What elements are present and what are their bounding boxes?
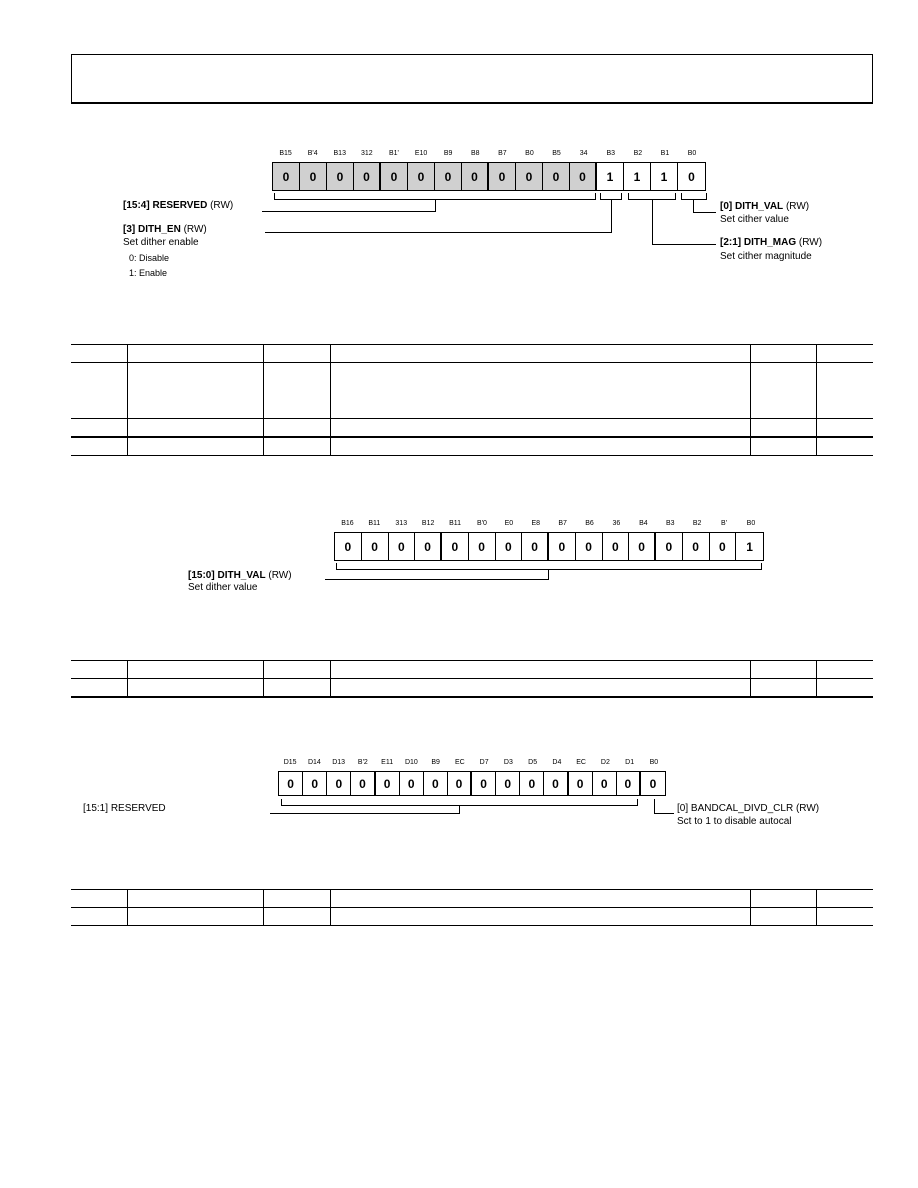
field-bandcal-desc: Sct to 1 to disable autocal (677, 816, 792, 827)
bit-value-cell: 0 (549, 533, 576, 560)
bit-value-cell: 0 (327, 772, 351, 795)
bit-value-cell: 1 (746, 539, 753, 554)
bit-label: E11 (381, 759, 394, 766)
bit-value-cell: 0 (516, 163, 543, 190)
bit-label: B1 (660, 150, 670, 157)
field-dith-en-opt0: 0: Disable (129, 253, 170, 263)
bit-label: B2 (692, 520, 702, 527)
bit-label: B13 (333, 150, 346, 157)
field-dith-mag-label: [2:1] DITH_MAG (RW) (720, 237, 823, 248)
bit-label: B4 (639, 520, 648, 527)
field-bandcal-label: [0] BANDCAL_DIVD_CLR (RW) (677, 803, 820, 814)
bit-value-cell: 0 (389, 533, 416, 560)
bit-value-cell: 1 (624, 163, 651, 190)
bit-label: B9 (443, 150, 453, 157)
bit-value-cell: 0 (442, 533, 469, 560)
bit-label: E0 (504, 520, 514, 527)
bit-label: B11 (368, 520, 381, 527)
bit-value-cell: 0 (629, 533, 656, 560)
bit-value-cell: 0 (408, 163, 435, 190)
register-table-3 (71, 889, 873, 926)
bit-label: B7 (558, 520, 567, 527)
bit-label: B3 (665, 520, 675, 527)
bit-value-cell: 0 (424, 772, 448, 795)
bit-value-cell: 0 (603, 533, 630, 560)
bit-value-cell: 0 (354, 163, 381, 190)
bit-label: B' (721, 520, 728, 527)
bit-label: B'4 (307, 150, 318, 157)
field-dith-val-label: [0] DITH_VAL (RW) (720, 201, 810, 212)
bit-label: D7 (479, 759, 489, 766)
bit-value-cell: 0 (617, 772, 641, 795)
bit-value-cell: 0 (472, 772, 496, 795)
bit-value-cell: 0 (448, 772, 472, 795)
bit-value-row (272, 162, 706, 191)
bit-value-cell: 1 (651, 163, 678, 190)
bit-value-cell: 0 (656, 533, 683, 560)
bit-label: B9 (431, 759, 440, 766)
field-dith-mag-desc: Set cither magnitude (720, 251, 812, 262)
bit-label: D3 (503, 759, 513, 766)
bit-value-cell: 0 (522, 533, 549, 560)
bit-label: B3 (606, 150, 616, 157)
bit-label: E8 (531, 520, 541, 527)
bit-label: B16 (341, 520, 354, 527)
bit-label: D15 (283, 759, 297, 766)
bit-label: B8 (470, 150, 480, 157)
bit-label: 312 (361, 150, 373, 157)
bit-label: 34 (579, 150, 588, 157)
bit-label: B15 (279, 150, 292, 157)
bit-label: B'2 (357, 759, 368, 766)
bit-value-cell: 0 (415, 533, 442, 560)
bit-value-cell: 0 (273, 163, 300, 190)
bit-value-cell: 0 (576, 533, 603, 560)
bit-label: E10 (414, 150, 428, 157)
field-dith-val-full-label: [15:0] DITH_VAL (RW) (188, 570, 292, 581)
bit-value-cell: 0 (381, 163, 408, 190)
field-dith-en-desc: Set dither enable (123, 237, 199, 248)
bit-value-cell: 0 (688, 169, 695, 184)
bit-label: D10 (404, 759, 418, 766)
bit-value-cell: 0 (469, 533, 496, 560)
bit-label: B0 (649, 759, 659, 766)
bit-value-cell: 0 (496, 772, 520, 795)
register-table-2 (71, 660, 873, 698)
bit-value-cell: 0 (335, 533, 362, 560)
bit-label: B1' (388, 150, 399, 157)
bit-label: D14 (307, 759, 321, 766)
bit-value-cell: 0 (569, 772, 593, 795)
bit-value-cell: 0 (520, 772, 544, 795)
bit-value-cell: 0 (489, 163, 516, 190)
bit-label: 36 (612, 520, 621, 527)
bit-value-cell: 0 (593, 772, 617, 795)
bit-label: D1 (625, 759, 635, 766)
bit-value-cell: 0 (303, 772, 327, 795)
page-header-box (71, 54, 873, 104)
bit-value-cell: 0 (435, 163, 462, 190)
bit-label: EC (455, 759, 465, 766)
field-dith-en-label: [3] DITH_EN (RW) (123, 224, 207, 235)
field-dith-en-opt1: 1: Enable (129, 268, 168, 278)
bit-value-cell: 0 (570, 163, 597, 190)
field-reserved-3-label: [15:1] RESERVED (83, 803, 166, 814)
field-dith-val-full-desc: Set dither value (188, 582, 258, 593)
bit-value-cell: 0 (710, 533, 737, 560)
bit-value-row (334, 532, 764, 561)
bit-label: 313 (395, 520, 408, 527)
bit-value-cell: 0 (327, 163, 354, 190)
bit-value-cell: 0 (649, 776, 657, 791)
bit-value-cell: 0 (351, 772, 375, 795)
bit-label: B7 (498, 150, 507, 157)
bit-value-cell: 0 (683, 533, 710, 560)
bit-label: B'0 (476, 520, 487, 527)
bit-value-cell: 0 (362, 533, 389, 560)
bit-value-cell: 0 (400, 772, 424, 795)
bit-label: B0 (525, 150, 534, 157)
bit-value-cell: 0 (279, 772, 303, 795)
bit-value-cell: 0 (376, 772, 400, 795)
bit-label: B0 (746, 520, 756, 527)
bit-value-cell: 0 (496, 533, 523, 560)
bit-value-cell: 0 (544, 772, 568, 795)
bit-label: D2 (600, 759, 610, 766)
bit-value-cell: 0 (462, 163, 489, 190)
field-reserved-label: [15:4] RESERVED (RW) (123, 200, 234, 211)
bit-value-cell: 0 (300, 163, 327, 190)
field-dith-val-desc: Set cither value (720, 214, 789, 225)
bit-label: B6 (585, 520, 594, 527)
bit-label: B0 (687, 150, 697, 157)
bit-value-cell: 0 (543, 163, 570, 190)
bit-label: B2 (633, 150, 643, 157)
bit-label: EC (576, 759, 586, 766)
bit-label: D5 (528, 759, 538, 766)
bit-label: B12 (421, 520, 435, 527)
bit-value-cell: 1 (597, 163, 624, 190)
bit-label: D13 (332, 759, 346, 766)
bit-label: B11 (449, 520, 462, 527)
register-table-1 (71, 344, 873, 456)
bit-label: D4 (552, 759, 562, 766)
bit-label: B5 (552, 150, 561, 157)
bit-value-row (278, 771, 666, 796)
